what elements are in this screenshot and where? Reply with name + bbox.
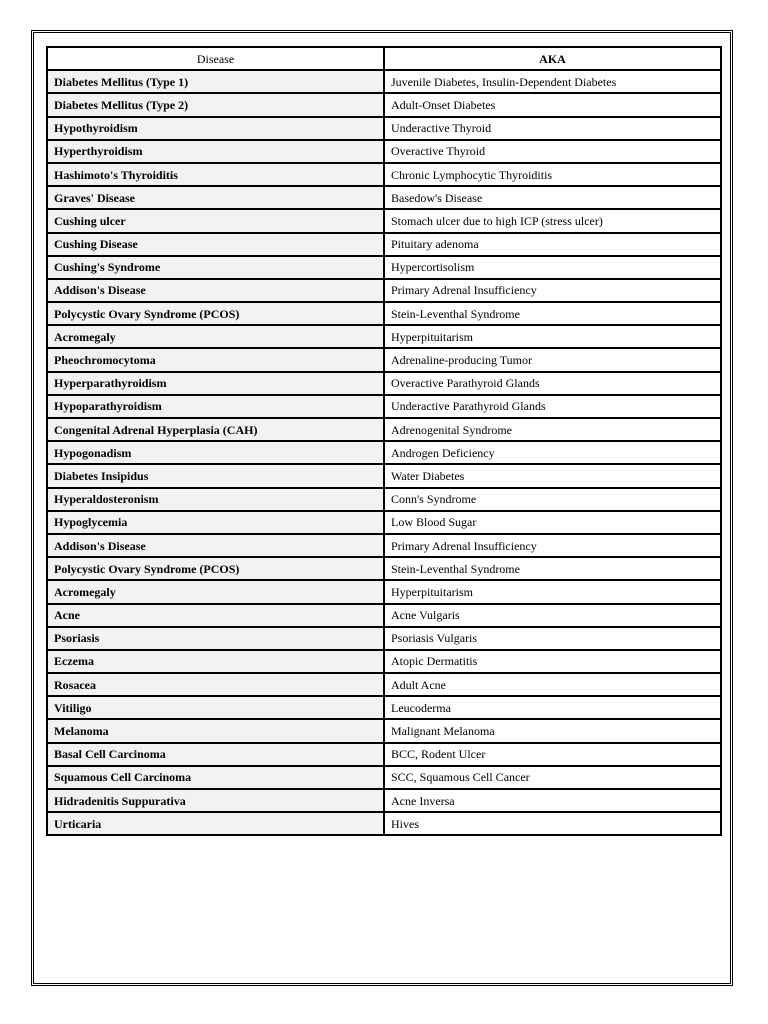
table-row	[47, 604, 721, 627]
aka-cell: Adrenogenital Syndrome	[384, 418, 721, 441]
header-row	[47, 47, 721, 70]
aka-cell: Androgen Deficiency	[384, 441, 721, 464]
aka-cell: Basedow's Disease	[384, 186, 721, 209]
disease-cell: Diabetes Mellitus (Type 2)	[47, 93, 384, 116]
aka-cell: Acne Vulgaris	[384, 604, 721, 627]
table-row	[47, 325, 721, 348]
table-row	[47, 812, 721, 835]
table-row	[47, 163, 721, 186]
table-row	[47, 395, 721, 418]
table-row	[47, 766, 721, 789]
aka-cell: SCC, Squamous Cell Cancer	[384, 766, 721, 789]
disease-cell: Diabetes Insipidus	[47, 464, 384, 487]
disease-cell: Vitiligo	[47, 696, 384, 719]
table-row	[47, 557, 721, 580]
table-row	[47, 650, 721, 673]
disease-cell: Cushing Disease	[47, 233, 384, 256]
aka-cell: Atopic Dermatitis	[384, 650, 721, 673]
disease-cell: Cushing's Syndrome	[47, 256, 384, 279]
aka-cell: Leucoderma	[384, 696, 721, 719]
aka-cell: Adrenaline-producing Tumor	[384, 348, 721, 371]
disease-cell: Hypothyroidism	[47, 117, 384, 140]
disease-cell: Hyperparathyroidism	[47, 372, 384, 395]
aka-cell: Primary Adrenal Insufficiency	[384, 534, 721, 557]
aka-cell: Hyperpituitarism	[384, 580, 721, 603]
disease-cell: Hypoparathyroidism	[47, 395, 384, 418]
table-row	[47, 209, 721, 232]
table-row	[47, 441, 721, 464]
aka-cell: Adult Acne	[384, 673, 721, 696]
table-row	[47, 696, 721, 719]
table-row	[47, 140, 721, 163]
disease-cell: Acromegaly	[47, 580, 384, 603]
table-row	[47, 488, 721, 511]
disease-cell: Hyperthyroidism	[47, 140, 384, 163]
disease-cell: Rosacea	[47, 673, 384, 696]
aka-cell: Stein-Leventhal Syndrome	[384, 302, 721, 325]
aka-cell: Pituitary adenoma	[384, 233, 721, 256]
table-row	[47, 348, 721, 371]
aka-cell: BCC, Rodent Ulcer	[384, 743, 721, 766]
table-row	[47, 789, 721, 812]
disease-cell: Melanoma	[47, 719, 384, 742]
aka-cell: Stomach ulcer due to high ICP (stress ulcer)	[384, 209, 721, 232]
disease-cell: Polycystic Ovary Syndrome (PCOS)	[47, 557, 384, 580]
aka-cell: Hypercortisolism	[384, 256, 721, 279]
header-disease: Disease	[47, 47, 384, 70]
table-row	[47, 372, 721, 395]
aka-cell: Chronic Lymphocytic Thyroiditis	[384, 163, 721, 186]
table-row	[47, 256, 721, 279]
table-row	[47, 117, 721, 140]
disease-cell: Hyperaldosteronism	[47, 488, 384, 511]
header-aka: AKA	[384, 47, 721, 70]
aka-cell: Underactive Thyroid	[384, 117, 721, 140]
aka-cell: Adult-Onset Diabetes	[384, 93, 721, 116]
table-row	[47, 418, 721, 441]
table-body	[47, 70, 721, 835]
table-row	[47, 279, 721, 302]
disease-cell: Basal Cell Carcinoma	[47, 743, 384, 766]
disease-cell: Graves' Disease	[47, 186, 384, 209]
aka-cell: Stein-Leventhal Syndrome	[384, 557, 721, 580]
table-row	[47, 719, 721, 742]
disease-cell: Hashimoto's Thyroiditis	[47, 163, 384, 186]
disease-cell: Acromegaly	[47, 325, 384, 348]
table-row	[47, 580, 721, 603]
aka-cell: Juvenile Diabetes, Insulin-Dependent Diabetes	[384, 70, 721, 93]
aka-cell: Overactive Thyroid	[384, 140, 721, 163]
disease-cell: Squamous Cell Carcinoma	[47, 766, 384, 789]
table-row	[47, 464, 721, 487]
disease-cell: Diabetes Mellitus (Type 1)	[47, 70, 384, 93]
aka-cell: Low Blood Sugar	[384, 511, 721, 534]
disease-cell: Eczema	[47, 650, 384, 673]
table-row	[47, 673, 721, 696]
aka-cell: Acne Inversa	[384, 789, 721, 812]
table-row	[47, 302, 721, 325]
disease-cell: Pheochromocytoma	[47, 348, 384, 371]
disease-aka-table	[46, 46, 722, 836]
aka-cell: Psoriasis Vulgaris	[384, 627, 721, 650]
disease-cell: Addison's Disease	[47, 279, 384, 302]
aka-cell: Overactive Parathyroid Glands	[384, 372, 721, 395]
aka-cell: Underactive Parathyroid Glands	[384, 395, 721, 418]
table-row	[47, 233, 721, 256]
table-row	[47, 627, 721, 650]
disease-cell: Hidradenitis Suppurativa	[47, 789, 384, 812]
disease-cell: Urticaria	[47, 812, 384, 835]
aka-cell: Hyperpituitarism	[384, 325, 721, 348]
disease-cell: Acne	[47, 604, 384, 627]
table-row	[47, 743, 721, 766]
aka-cell: Malignant Melanoma	[384, 719, 721, 742]
table-row	[47, 534, 721, 557]
aka-cell: Conn's Syndrome	[384, 488, 721, 511]
table-row	[47, 186, 721, 209]
table-header	[47, 47, 721, 70]
disease-cell: Congenital Adrenal Hyperplasia (CAH)	[47, 418, 384, 441]
aka-cell: Primary Adrenal Insufficiency	[384, 279, 721, 302]
aka-cell: Hives	[384, 812, 721, 835]
aka-cell: Water Diabetes	[384, 464, 721, 487]
disease-cell: Hypoglycemia	[47, 511, 384, 534]
disease-cell: Psoriasis	[47, 627, 384, 650]
disease-cell: Polycystic Ovary Syndrome (PCOS)	[47, 302, 384, 325]
disease-cell: Hypogonadism	[47, 441, 384, 464]
disease-cell: Cushing ulcer	[47, 209, 384, 232]
table-row	[47, 70, 721, 93]
table-row	[47, 511, 721, 534]
table-row	[47, 93, 721, 116]
disease-cell: Addison's Disease	[47, 534, 384, 557]
